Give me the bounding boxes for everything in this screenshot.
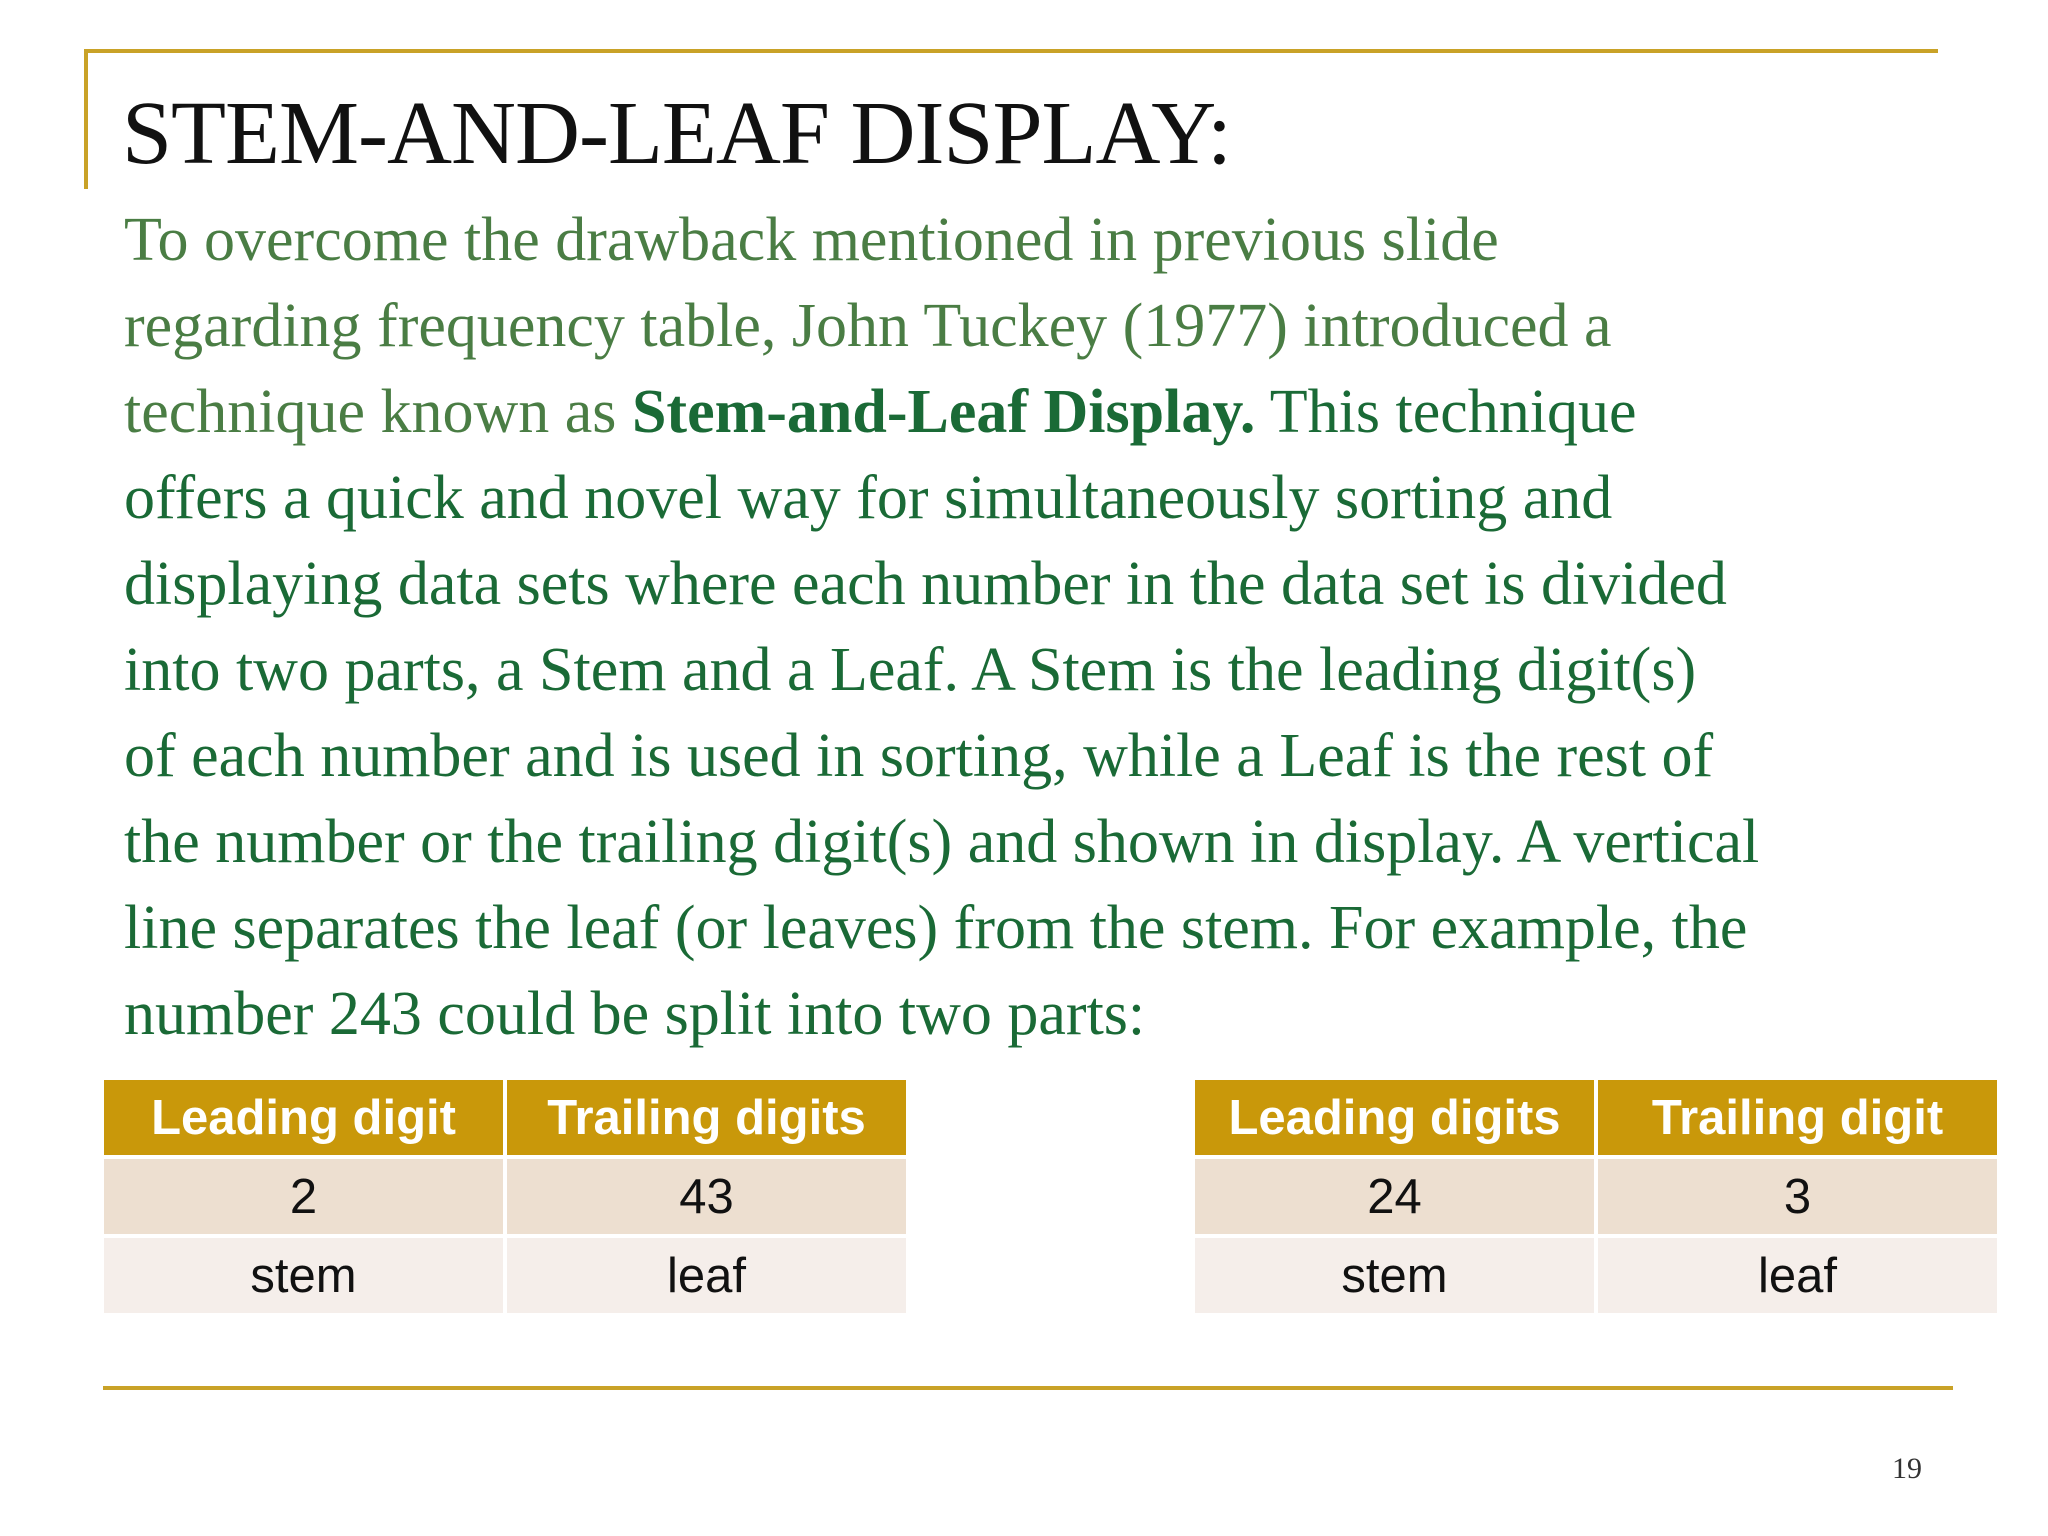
table-row <box>1195 1159 1997 1234</box>
cell-label: leaf <box>1598 1238 1997 1313</box>
term-stem-and-leaf-display: Stem-and-Leaf Display. <box>631 378 1256 446</box>
cell-value: 24 <box>1195 1159 1594 1234</box>
body-paragraph <box>124 197 1954 1057</box>
header-trailing-digits: Trailing digits <box>507 1080 906 1155</box>
table-row <box>104 1159 906 1234</box>
paragraph-line-3-start: technique known as <box>124 378 632 446</box>
paragraph-line-1: To overcome the drawback mentioned in previous slide <box>124 206 1499 274</box>
cell-value: 43 <box>507 1159 906 1234</box>
paragraph-line-2: regarding frequency table, John Tuckey (1977) introduced a <box>124 292 1612 360</box>
page-number: 19 <box>1892 1452 1922 1485</box>
left-accent-rule <box>84 49 88 189</box>
table-header-row <box>1195 1080 1997 1155</box>
table-header-row <box>104 1080 906 1155</box>
table-leading-digits <box>1191 1076 2001 1317</box>
header-leading-digit: Leading digit <box>104 1080 503 1155</box>
table-row <box>1195 1238 1997 1313</box>
cell-label: stem <box>1195 1238 1594 1313</box>
paragraph-line-3-end: This technique <box>1255 378 1637 446</box>
table-leading-digit <box>100 1076 910 1317</box>
slide-title: STEM-AND-LEAF DISPLAY: <box>122 84 1231 183</box>
header-leading-digits: Leading digits <box>1195 1080 1594 1155</box>
cell-value: 3 <box>1598 1159 1997 1234</box>
table-row <box>104 1238 906 1313</box>
cell-value: 2 <box>104 1159 503 1234</box>
paragraph-rest: offers a quick and novel way for simultaneously sorting and displaying data sets where each number in the data set is divided into two parts, a Stem and a Leaf. A Stem is the leading digit(s) of each number and is used in sorting, while a Leaf is the rest of the number or the trailing digit(s) and shown in display. A vertical line separates the leaf (or leaves) from the stem. For example, the number 243 could be split into two parts: <box>124 464 1760 1048</box>
bottom-accent-rule <box>103 1386 1953 1390</box>
cell-label: leaf <box>507 1238 906 1313</box>
top-accent-rule <box>84 49 1938 53</box>
cell-label: stem <box>104 1238 503 1313</box>
header-trailing-digit: Trailing digit <box>1598 1080 1997 1155</box>
